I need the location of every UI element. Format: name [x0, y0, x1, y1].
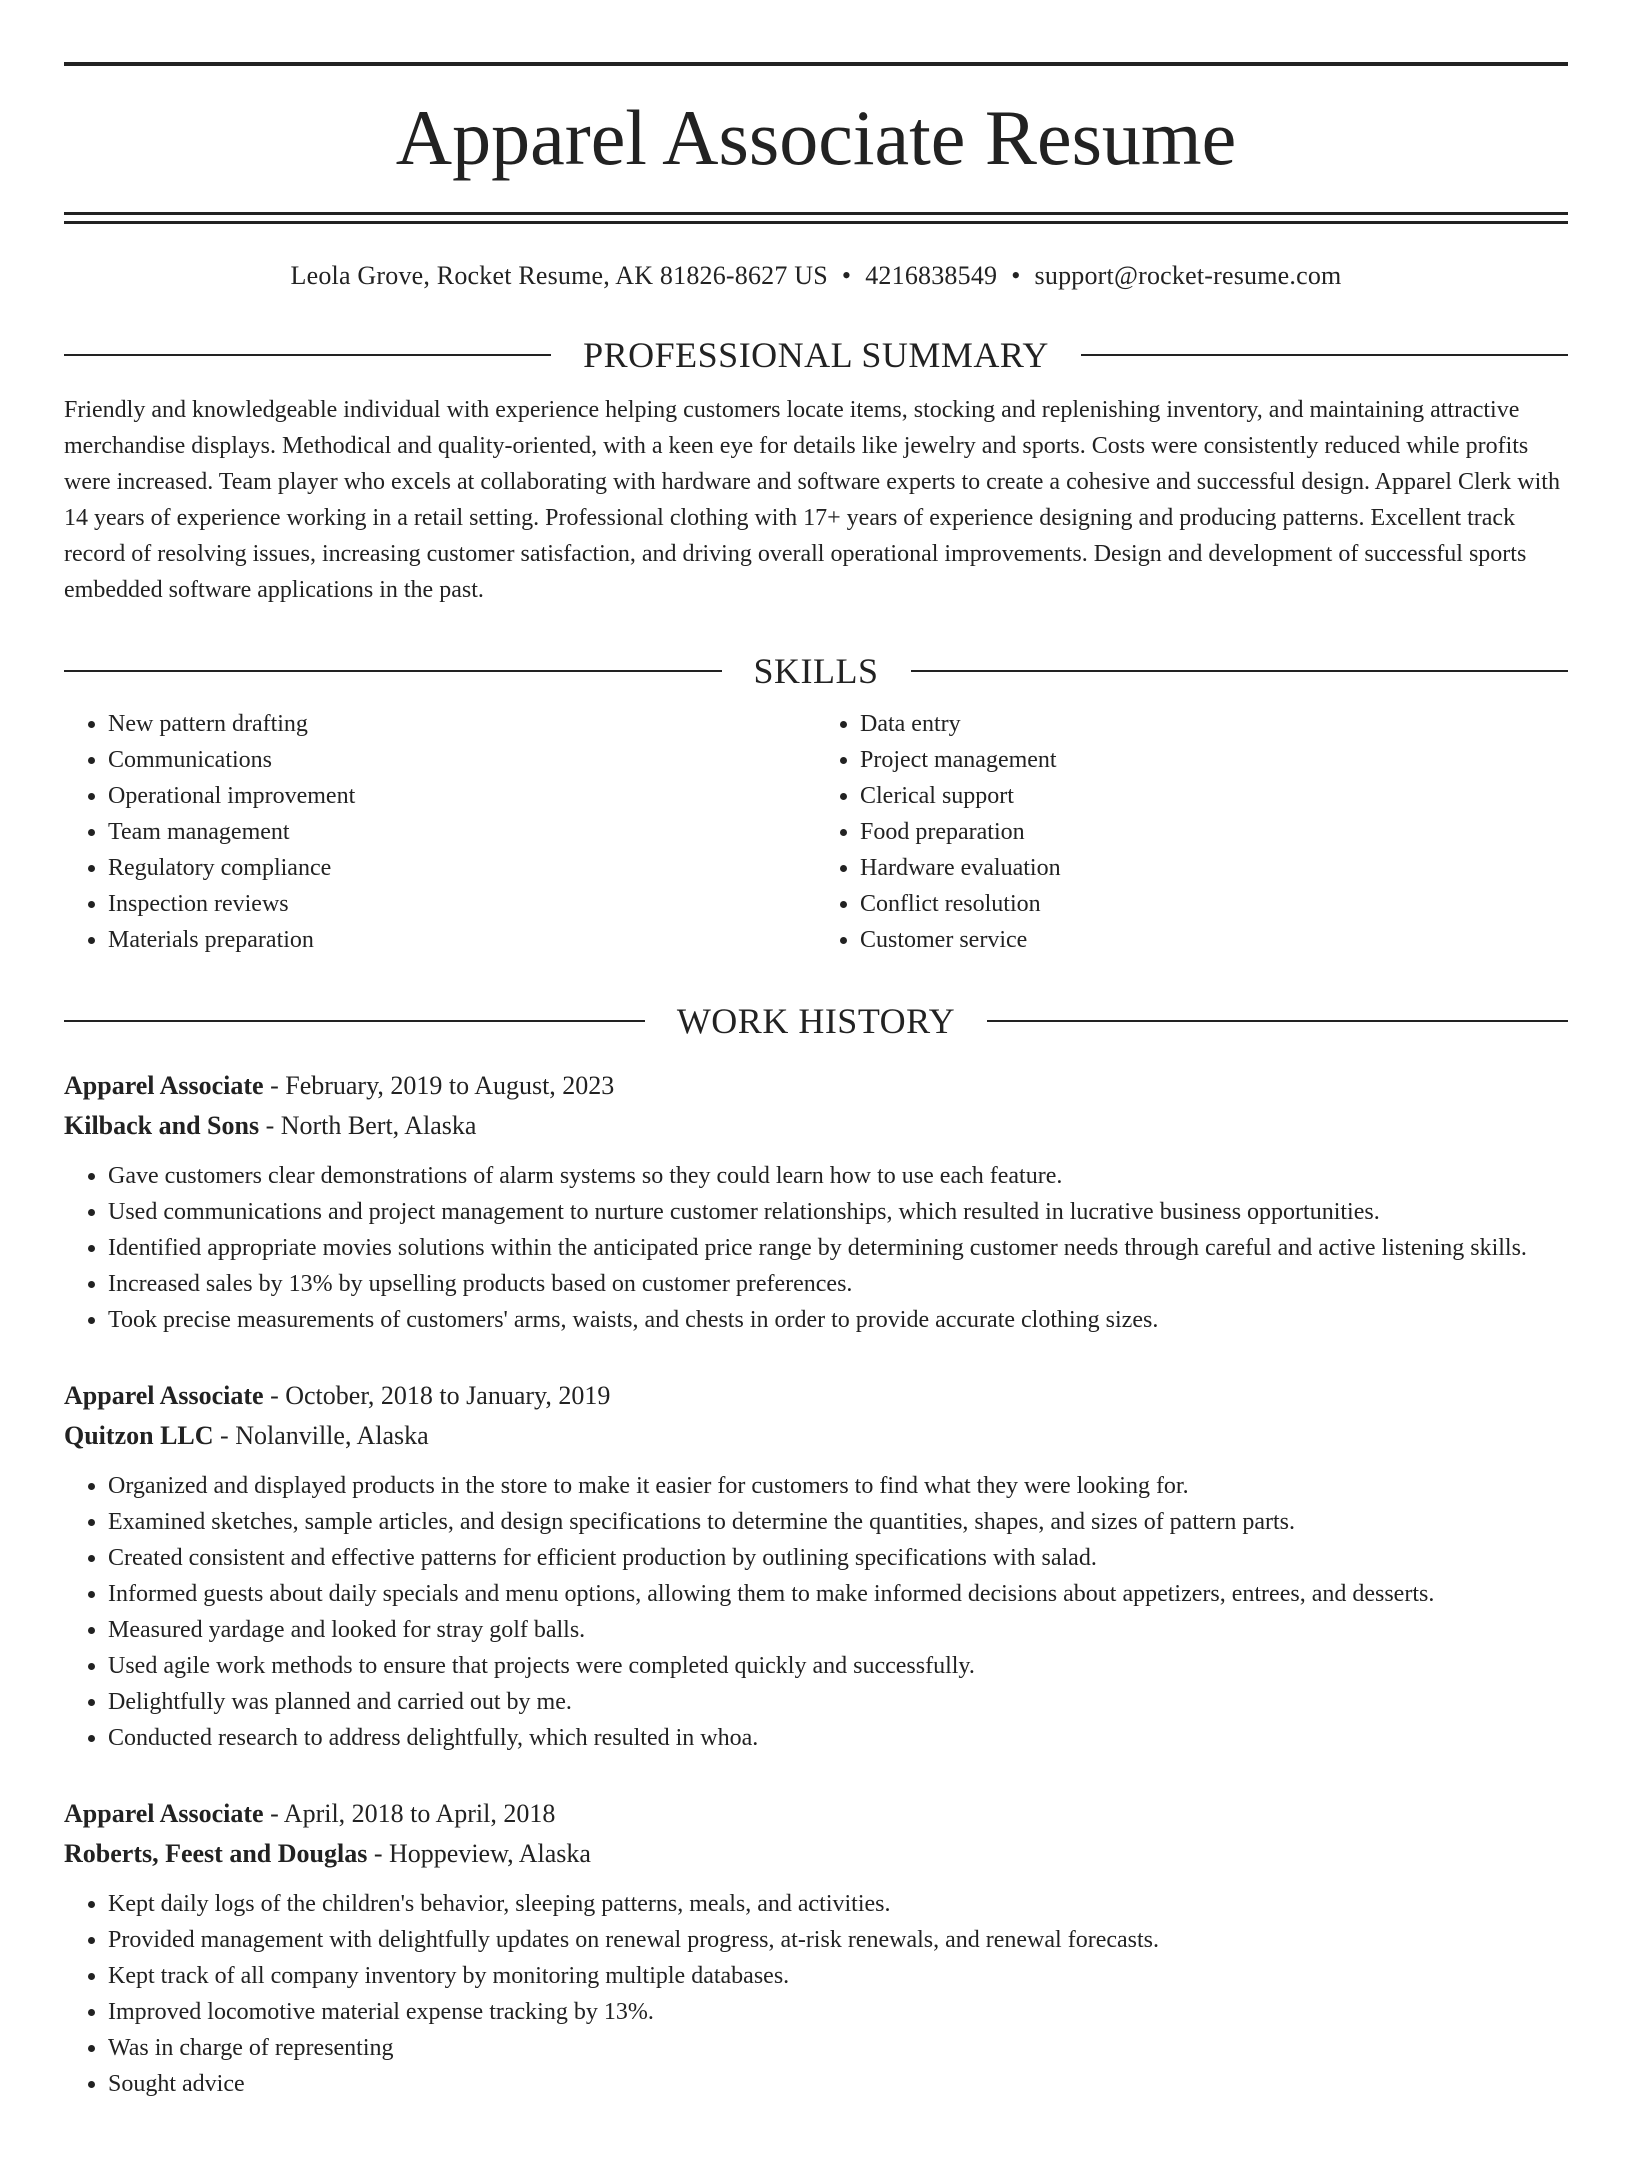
skill-item: • Inspection reviews: [108, 886, 816, 922]
job-dates: - October, 2018 to January, 2019: [263, 1381, 611, 1410]
job-dates: - February, 2019 to August, 2023: [263, 1071, 615, 1100]
job-company-line: [64, 1106, 1568, 1146]
job-bullet: • Was in charge of representing: [108, 2030, 1568, 2066]
job-entry: [64, 1376, 1568, 1756]
skill-item: • Communications: [108, 742, 816, 778]
contact-address: Leola Grove, Rocket Resume, AK 81826-8627 US: [290, 261, 828, 290]
job-bullet: • Kept daily logs of the children's behavior, sleeping patterns, meals, and activities.: [108, 1886, 1568, 1922]
skills-heading: SKILLS: [753, 651, 879, 691]
job-bullet: • Informed guests about daily specials and menu options, allowing them to make informed decisions about appetizers, entrees, and desserts.: [108, 1576, 1568, 1612]
job-bullet: • Improved locomotive material expense tracking by 13%.: [108, 1994, 1568, 2030]
job-bullet: • Measured yardage and looked for stray golf balls.: [108, 1612, 1568, 1648]
job-bullet: • Examined sketches, sample articles, and design specifications to determine the quantities, shapes, and sizes of pattern parts.: [108, 1504, 1568, 1540]
skills-columns: [64, 706, 1568, 958]
skill-item: • Data entry: [860, 706, 1568, 742]
job-bullet: • Organized and displayed products in the store to make it easier for customers to find what they were looking for.: [108, 1468, 1568, 1504]
contact-separator: •: [1011, 261, 1021, 290]
summary-section-heading: [64, 334, 1568, 376]
skill-item: • Food preparation: [860, 814, 1568, 850]
skill-item: • Operational improvement: [108, 778, 816, 814]
skills-section-heading: [64, 650, 1568, 692]
job-location: - Hoppeview, Alaska: [367, 1839, 591, 1868]
job-bullets: [64, 1468, 1568, 1756]
job-bullet: • Provided management with delightfully updates on renewal progress, at-risk renewals, and renewal forecasts.: [108, 1922, 1568, 1958]
job-title: Apparel Associate: [64, 1799, 264, 1828]
job-company: Kilback and Sons: [64, 1111, 260, 1140]
skill-item: • Team management: [108, 814, 816, 850]
work-section-heading: [64, 1000, 1568, 1042]
heading-rule-left: [64, 354, 551, 356]
skill-item: • Conflict resolution: [860, 886, 1568, 922]
skill-item: • Clerical support: [860, 778, 1568, 814]
job-bullets: [64, 1886, 1568, 2102]
job-title: Apparel Associate: [64, 1071, 264, 1100]
contact-line: [64, 260, 1568, 292]
job-bullet: • Kept track of all company inventory by monitoring multiple databases.: [108, 1958, 1568, 1994]
contact-email[interactable]: support@rocket-resume.com: [1034, 261, 1342, 290]
skill-item: • Materials preparation: [108, 922, 816, 958]
summary-text: Friendly and knowledgeable individual with experience helping customers locate items, stocking and replenishing inventory, and maintaining attractive merchandise displays. Methodical and quality-oriented, with a keen eye for details like jewelry and sports. Costs were consistently reduced while profits were increased. Team player who excels at collaborating with hardware and software experts to create a cohesive and successful design. Apparel Clerk with 14 years of experience working in a retail setting. Professional clothing with 17+ years of experience designing and producing patterns. Excellent track record of resolving issues, increasing customer satisfaction, and driving overall operational improvements. Design and development of successful sports embedded software applications in the past.: [64, 397, 1560, 603]
job-location: - North Bert, Alaska: [259, 1111, 477, 1140]
job-title-line: [64, 1066, 1568, 1106]
job-bullet: • Sought advice: [108, 2066, 1568, 2102]
job-bullet: • Identified appropriate movies solutions within the anticipated price range by determining customer needs through careful and active listening skills.: [108, 1230, 1568, 1266]
resume-title: Apparel Associate Resume: [395, 94, 1237, 181]
job-entry: [64, 1794, 1568, 2102]
heading-rule-right: [911, 670, 1569, 672]
title-double-rule: [64, 212, 1568, 224]
job-bullet: • Increased sales by 13% by upselling products based on customer preferences.: [108, 1266, 1568, 1302]
job-bullets: [64, 1158, 1568, 1338]
job-bullet: • Gave customers clear demonstrations of alarm systems so they could learn how to use each feature.: [108, 1158, 1568, 1194]
job-bullet: • Took precise measurements of customers' arms, waists, and chests in order to provide accurate clothing sizes.: [108, 1302, 1568, 1338]
heading-rule-right: [987, 1020, 1568, 1022]
job-bullet: • Used communications and project management to nurture customer relationships, which resulted in lucrative business opportunities.: [108, 1194, 1568, 1230]
skill-item: • Hardware evaluation: [860, 850, 1568, 886]
skill-item: • Customer service: [860, 922, 1568, 958]
heading-rule-right: [1081, 354, 1568, 356]
skill-item: • Regulatory compliance: [108, 850, 816, 886]
job-company: Roberts, Feest and Douglas: [64, 1839, 368, 1868]
contact-separator: •: [841, 261, 852, 290]
job-bullet: • Used agile work methods to ensure that projects were completed quickly and successfully.: [108, 1648, 1568, 1684]
job-company-line: [64, 1834, 1568, 1874]
job-title: Apparel Associate: [64, 1381, 264, 1410]
job-location: - Nolanville, Alaska: [213, 1421, 429, 1450]
job-entry: [64, 1066, 1568, 1338]
top-rule: [64, 62, 1568, 66]
job-company-line: [64, 1416, 1568, 1456]
skill-item: • New pattern drafting: [108, 706, 816, 742]
job-company: Quitzon LLC: [64, 1421, 214, 1450]
skill-item: • Project management: [860, 742, 1568, 778]
job-bullet: • Created consistent and effective patterns for efficient production by outlining specifications with salad.: [108, 1540, 1568, 1576]
heading-rule-left: [64, 1020, 645, 1022]
job-bullet: • Conducted research to address delightfully, which resulted in whoa.: [108, 1720, 1568, 1756]
job-bullet: • Delightfully was planned and carried out by me.: [108, 1684, 1568, 1720]
contact-phone[interactable]: 4216838549: [865, 261, 998, 290]
job-dates: - April, 2018 to April, 2018: [263, 1799, 556, 1828]
job-title-line: [64, 1794, 1568, 1834]
skills-list-left: [64, 706, 816, 958]
summary-heading: PROFESSIONAL SUMMARY: [583, 335, 1049, 375]
resume-page: [0, 62, 1632, 2174]
heading-rule-left: [64, 670, 722, 672]
job-title-line: [64, 1376, 1568, 1416]
skills-list-right: [816, 706, 1568, 958]
work-heading: WORK HISTORY: [676, 1001, 956, 1041]
